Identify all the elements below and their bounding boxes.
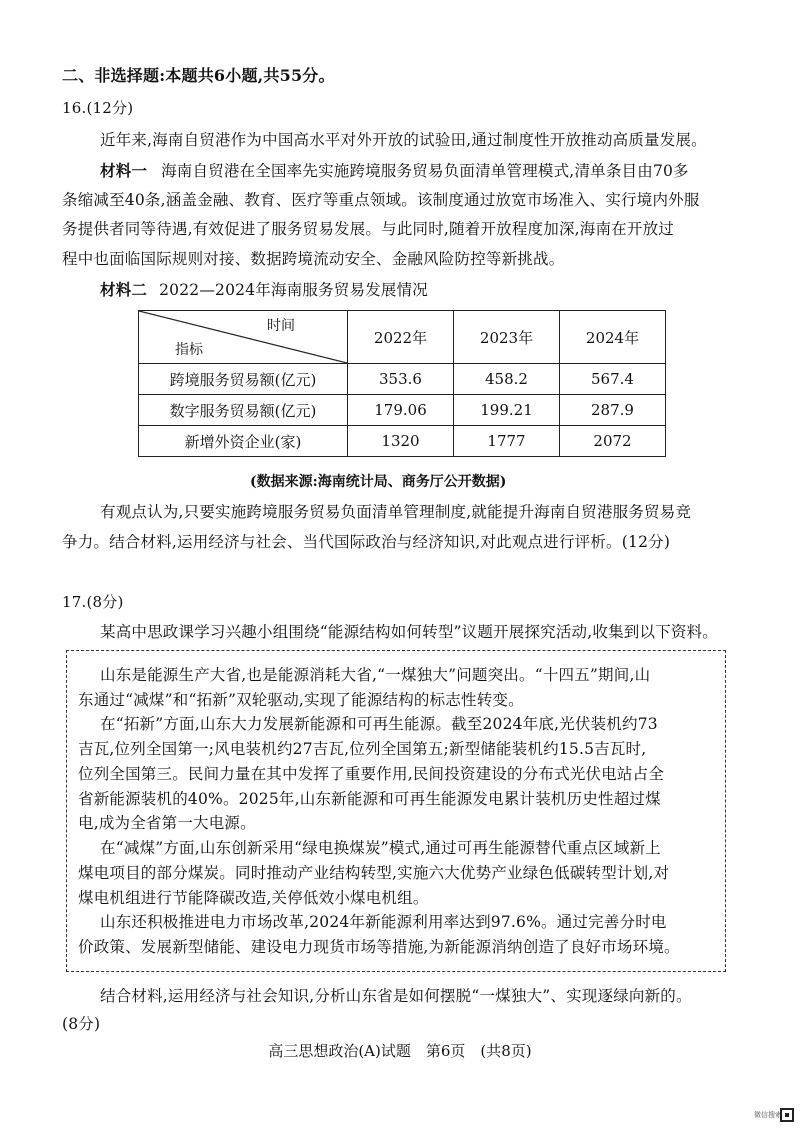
- year-header-2024: 2024年: [560, 311, 666, 364]
- material1-text-1: 海南自贸港在全国率先实施跨境服务贸易负面清单管理模式,清单条目由70多: [161, 162, 689, 180]
- q16-intro: 近年来,海南自贸港作为中国高水平对外开放的试验田,通过制度性开放推动高质量发展。: [100, 131, 707, 149]
- material1-text-4: 程中也面临国际规则对接、数据跨境流动安全、金融风险防控等新挑战。: [62, 250, 565, 268]
- cell-value: 1320: [348, 426, 454, 457]
- material2-title: 2022—2024年海南服务贸易发展情况: [159, 281, 429, 299]
- row-label: 新增外资企业(家): [139, 426, 348, 457]
- box-line: 山东是能源生产大省,也是能源消耗大省,“一煤独大”问题突出。“十四五”期间,山: [100, 666, 651, 684]
- corner-label-indicator: 指标: [175, 342, 203, 358]
- table-row: [139, 426, 666, 457]
- row-label: 跨境服务贸易额(亿元): [139, 364, 348, 395]
- table-corner-cell: [139, 311, 348, 364]
- box-line: 电,成为全省第一大电源。: [78, 814, 256, 832]
- material1-text-2: 条缩减至40条,涵盖金融、教育、医疗等重点领域。该制度通过放宽市场准入、实行境内外服: [62, 191, 700, 209]
- q16-material2-title: [100, 280, 428, 300]
- page-footer: 高三思想政治(A)试题 第6页 (共8页): [268, 1042, 532, 1060]
- year-header-2022: 2022年: [348, 311, 454, 364]
- box-line: 东通过“减煤”和“拓新”双轮驱动,实现了能源结构的标志性转变。: [78, 691, 524, 709]
- box-line: 山东还积极推进电力市场改革,2024年新能源利用率达到97.6%。通过完善分时电: [100, 913, 667, 931]
- corner-diagonal: [139, 311, 347, 363]
- box-line: 在“拓新”方面,山东大力发展新能源和可再生能源。截至2024年底,光伏装机约73: [100, 715, 658, 733]
- cell-value: 1777: [454, 426, 560, 457]
- cell-value: 458.2: [454, 364, 560, 395]
- cell-value: 179.06: [348, 395, 454, 426]
- table-row: [139, 395, 666, 426]
- cell-value: 2072: [560, 426, 666, 457]
- q16-material1-line1: [100, 161, 689, 181]
- table-header-row: [139, 311, 666, 364]
- q16-question-line2: 争力。结合材料,运用经济与社会、当代国际政治与经济知识,对此观点进行评析。(12分): [62, 533, 671, 551]
- box-line: 省新能源装机的40%。2025年,山东新能源和可再生能源发电累计装机历史性超过煤: [78, 790, 661, 808]
- cell-value: 567.4: [560, 364, 666, 395]
- q16-question-line1: 有观点认为,只要实施跨境服务贸易负面清单管理制度,就能提升海南自贸港服务贸易竞: [100, 503, 692, 521]
- q16-number: 16.(12分): [62, 99, 134, 117]
- q17-question-line1: 结合材料,运用经济与社会知识,分析山东省是如何摆脱“一煤独大”、实现逐绿向新的。: [100, 987, 692, 1005]
- table-row: [139, 364, 666, 395]
- cell-value: 353.6: [348, 364, 454, 395]
- cell-value: 199.21: [454, 395, 560, 426]
- cell-value: 287.9: [560, 395, 666, 426]
- box-line: 位列全国第三。民间力量在其中发挥了重要作用,民间投资建设的分布式光伏电站占全: [78, 765, 665, 783]
- service-trade-table: [138, 310, 666, 457]
- qr-code-icon: [780, 1108, 794, 1122]
- box-line: 吉瓦,位列全国第一;风电装机约27吉瓦,位列全国第五;新型储能装机约15.5吉瓦时,: [78, 740, 647, 758]
- section-heading: 二、非选择题:本题共6小题,共55分。: [62, 66, 335, 85]
- q17-number: 17.(8分): [62, 593, 124, 611]
- corner-watermark-text: 微信搜索: [754, 1111, 782, 1119]
- q17-intro: 某高中思政课学习兴趣小组围绕“能源结构如何转型”议题开展探究活动,收集到以下资料。: [100, 623, 718, 641]
- material1-text-3: 务提供者同等待遇,有效促进了服务贸易发展。与此同时,随着开放程度加深,海南在开放过: [62, 220, 674, 238]
- row-label: 数字服务贸易额(亿元): [139, 395, 348, 426]
- box-line: 煤电项目的部分煤炭。同时推动产业结构转型,实施六大优势产业绿色低碳转型计划,对: [78, 864, 670, 882]
- q17-question-line2: (8分): [62, 1015, 101, 1033]
- material2-label: 材料二: [100, 280, 148, 299]
- box-line: 在“减煤”方面,山东创新采用“绿电换煤炭”模式,通过可再生能源替代重点区域新上: [100, 839, 661, 857]
- year-header-2023: 2023年: [454, 311, 560, 364]
- box-line: 价政策、发展新型储能、建设电力现货市场等措施,为新能源消纳创造了良好市场环境。: [78, 938, 680, 956]
- material1-label: 材料一: [100, 161, 148, 180]
- box-line: 煤电机组进行节能降碳改造,关停低效小煤电机组。: [78, 889, 429, 907]
- corner-label-time: 时间: [267, 318, 295, 334]
- table-source-note: (数据来源:海南统计局、商务厅公开数据): [250, 474, 507, 490]
